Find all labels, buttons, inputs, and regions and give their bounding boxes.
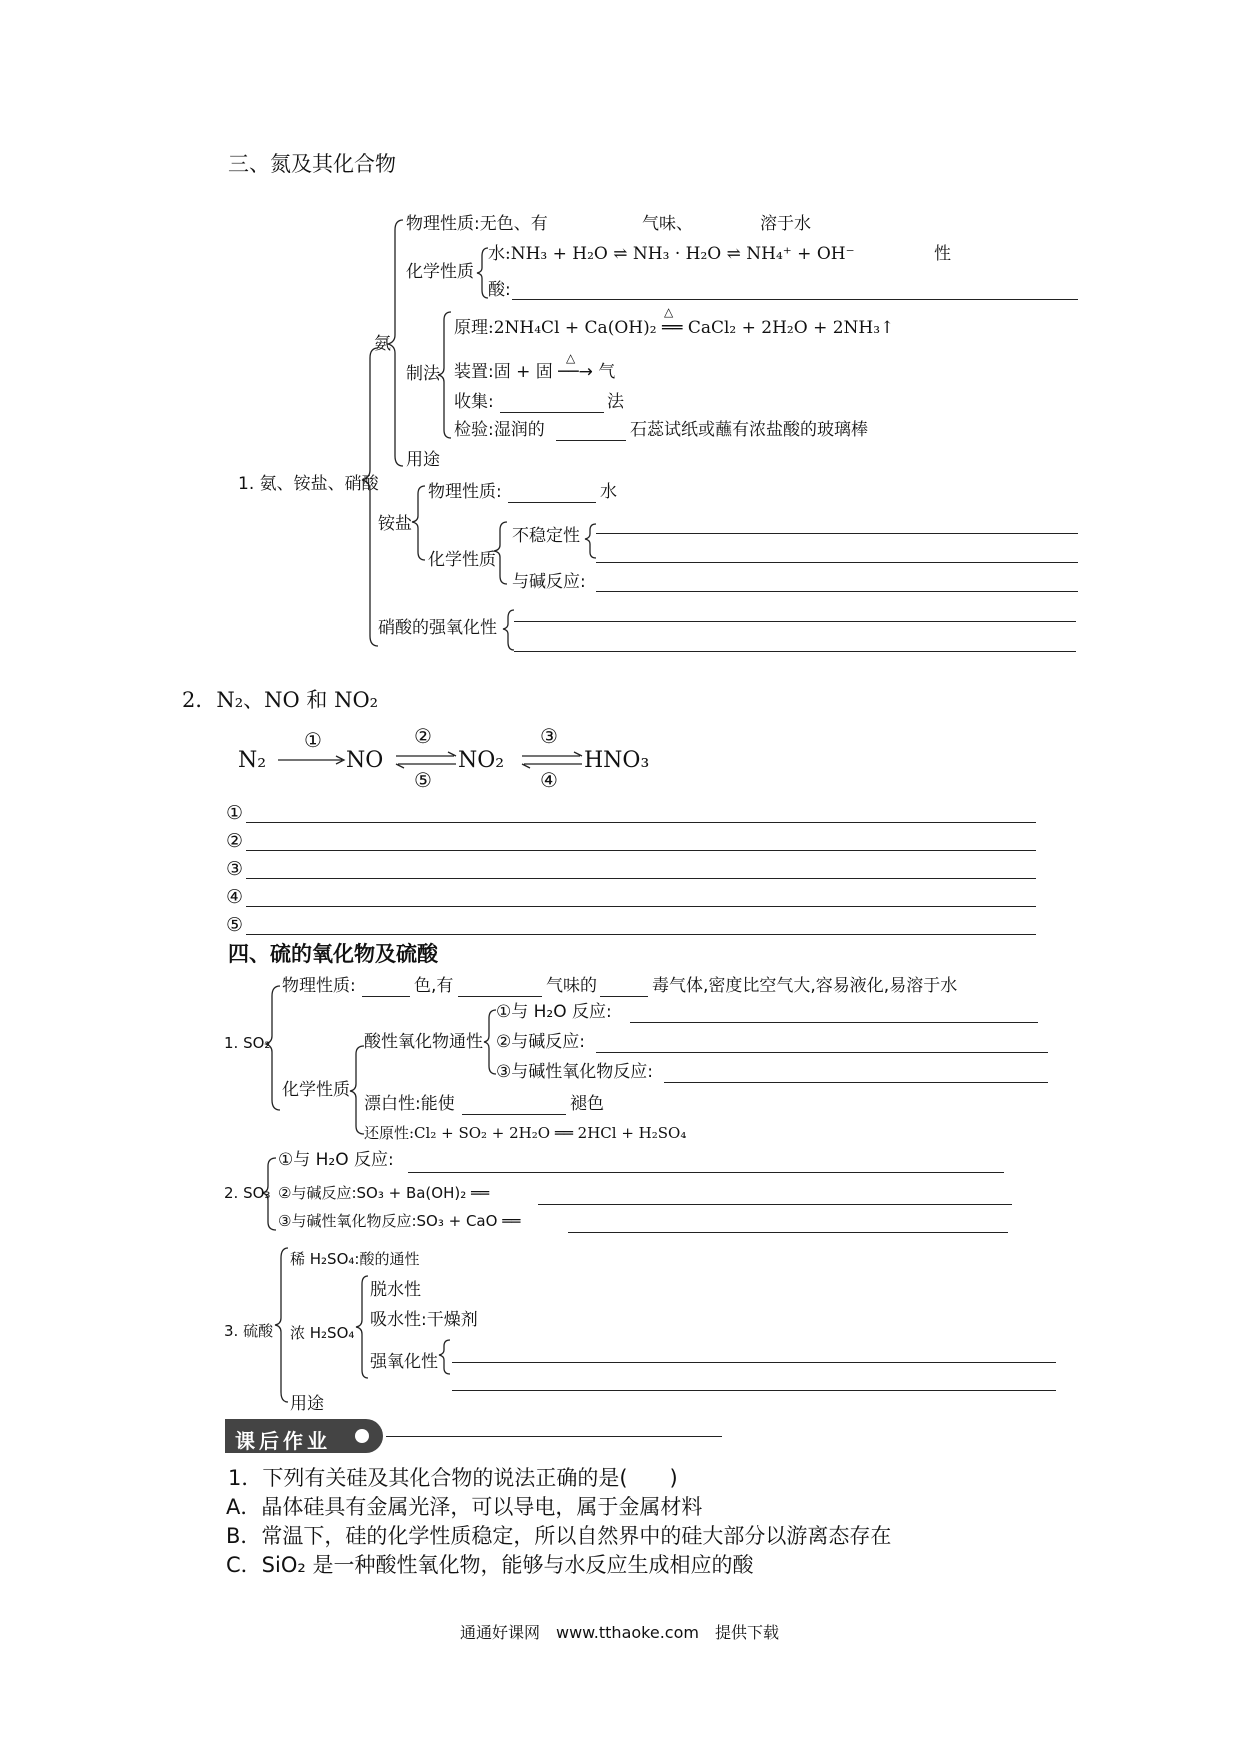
section-title-nitrogen: 三、氮及其化合物 (228, 152, 396, 176)
acidic-basic-oxide-blank[interactable] (664, 1082, 1048, 1083)
question-1: 1．下列有关硅及其化合物的说法正确的是( ) (228, 1466, 678, 1490)
so2-physical: 物理性质: (282, 976, 356, 996)
h2so4-use: 用途 (290, 1394, 324, 1414)
root-label: 1. 氨、铵盐、硝酸 (238, 474, 379, 494)
option-a: A．晶体硅具有金属光泽，可以导电，属于金属材料 (226, 1495, 703, 1519)
bracket-h2so4-line (275, 1248, 288, 1402)
prep-principle: 原理:2NH₄Cl + Ca(OH)₂ ══ CaCl₂ + 2H₂O + 2NH₃↑ (454, 318, 895, 338)
ammonia-water-reaction: 水:NH₃ + H₂O ⇌ NH₃ · H₂O ⇌ NH₄⁺ + OH⁻ (488, 244, 855, 264)
arrow-label-1: ① (304, 728, 322, 752)
so2-label: 1. SO₂ (224, 1034, 271, 1052)
ammonia-use: 用途 (406, 450, 440, 470)
absorbing: 吸水性:干燥剂 (370, 1310, 478, 1330)
answer-label-3: ③ (226, 858, 244, 880)
reducing: 还原性:Cl₂ + SO₂ + 2H₂O ══ 2HCl + H₂SO₄ (364, 1124, 687, 1142)
bracket-conc-line (356, 1276, 368, 1378)
acidic-base-blank[interactable] (596, 1052, 1048, 1053)
heat-symbol-2: △ (566, 351, 576, 365)
conc-h2so4: 浓 H₂SO₄ (290, 1324, 355, 1342)
so3-h2o: ①与 H₂O 反应: (278, 1150, 394, 1170)
oxidizing-blank-2[interactable] (452, 1390, 1056, 1391)
homework-banner-text: 课后作业 (235, 1429, 331, 1453)
bracket-oxid-line (439, 1340, 450, 1374)
ammonia-chem-label: 化学性质 (406, 262, 474, 282)
bleach-suffix: 褪色 (570, 1094, 604, 1114)
acidic-label: 酸性氧化物通性 (364, 1032, 483, 1052)
option-c: C．SiO₂ 是一种酸性氧化物，能够与水反应生成相应的酸 (226, 1553, 754, 1577)
heat-symbol: △ (664, 305, 674, 319)
species-hno3: HNO₃ (584, 748, 650, 773)
so2-toxic-blank[interactable] (600, 996, 648, 997)
homework-banner (225, 1419, 385, 1453)
page-footer: 通通好课网 www.tthaoke.com 提供下载 (460, 1623, 779, 1642)
so2-chem-label: 化学性质 (282, 1080, 350, 1100)
prep-collect: 收集: (454, 392, 494, 412)
unstable-label: 不稳定性 (512, 526, 580, 546)
arrow-label-4: ④ (540, 768, 558, 792)
so3-base-blank[interactable] (538, 1204, 1012, 1205)
so3-basic-oxide-blank[interactable] (568, 1232, 1008, 1233)
dilute-h2so4: 稀 H₂SO₄:酸的通性 (290, 1250, 420, 1268)
species-n2: N₂ (238, 748, 267, 773)
answer-label-1: ① (226, 802, 244, 824)
ammonia-physical-solubility: 溶于水 (760, 214, 811, 234)
species-no2: NO₂ (458, 748, 505, 773)
nitric-label: 硝酸的强氧化性 (378, 618, 497, 638)
acidic-base: ②与碱反应: (496, 1032, 585, 1052)
dehydrating: 脱水性 (370, 1280, 421, 1300)
so2-physical-color: 色,有 (414, 976, 454, 996)
bleach: 漂白性:能使 (364, 1094, 455, 1114)
so3-h2o-blank[interactable] (408, 1172, 1004, 1173)
prep-test: 检验:湿润的 (454, 420, 545, 440)
answer-label-5: ⑤ (226, 914, 244, 936)
arrow-label-3: ③ (540, 724, 558, 748)
answer-label-4: ④ (226, 886, 244, 908)
arrow-label-5: ⑤ (414, 768, 432, 792)
so2-physical-odor: 气味的 (546, 976, 597, 996)
ammonia-physical: 物理性质:无色、有 (406, 214, 548, 234)
option-b: B．常温下，硅的化学性质稳定，所以自然界中的硅大部分以游离态存在 (226, 1524, 892, 1548)
prep-apparatus: 装置:固 + 固 ──→ 气 (454, 362, 616, 382)
homework-rule (386, 1436, 722, 1437)
ammonia-acid-label: 酸: (488, 280, 511, 300)
arrow-label-2: ② (414, 724, 432, 748)
ammonia-water-suffix: 性 (934, 244, 951, 264)
so3-base: ②与碱反应:SO₃ + Ba(OH)₂ ══ (278, 1184, 490, 1202)
prep-test-suffix: 石蕊试纸或蘸有浓盐酸的玻璃棒 (630, 420, 868, 440)
answer-label-2: ② (226, 830, 244, 852)
ammonia-label: 氨 (374, 334, 391, 354)
bracket-acidic-line (484, 1010, 496, 1074)
bleach-blank[interactable] (462, 1114, 566, 1115)
bracket-so2-chem-line (350, 1046, 364, 1134)
h2so4-label: 3. 硫酸 (224, 1322, 274, 1340)
so2-physical-rest: 毒气体,密度比空气大,容易液化,易溶于水 (652, 976, 958, 996)
acidic-basic-oxide: ③与碱性氧化物反应: (496, 1062, 653, 1082)
section-title-sulfur: 四、硫的氧化物及硫酸 (228, 942, 438, 966)
so3-label: 2. SO₃ (224, 1184, 271, 1202)
section-title-n-oxides: 2．N₂、NO 和 NO₂ (182, 688, 379, 712)
prep-label: 制法 (406, 364, 440, 384)
homework-banner-dot-icon (355, 1429, 369, 1443)
so2-color-blank[interactable] (362, 996, 410, 997)
so3-basic-oxide: ③与碱性氧化物反应:SO₃ + CaO ══ (278, 1212, 521, 1230)
acidic-h2o: ①与 H₂O 反应: (496, 1002, 612, 1022)
ammonium-physical: 物理性质: (428, 482, 502, 502)
ammonium-physical-suffix: 水 (600, 482, 617, 502)
acidic-h2o-blank[interactable] (630, 1022, 1038, 1023)
ammonium-label: 铵盐 (378, 514, 412, 534)
oxidizing: 强氧化性 (370, 1352, 438, 1372)
ammonium-chem-label: 化学性质 (428, 550, 496, 570)
oxidizing-blank-1[interactable] (452, 1362, 1056, 1363)
species-no: NO (346, 748, 384, 773)
so2-odor-blank[interactable] (458, 996, 542, 997)
prep-collect-suffix: 法 (607, 392, 624, 412)
with-base-label: 与碱反应: (512, 572, 586, 592)
ammonia-physical-odor: 气味、 (642, 214, 693, 234)
